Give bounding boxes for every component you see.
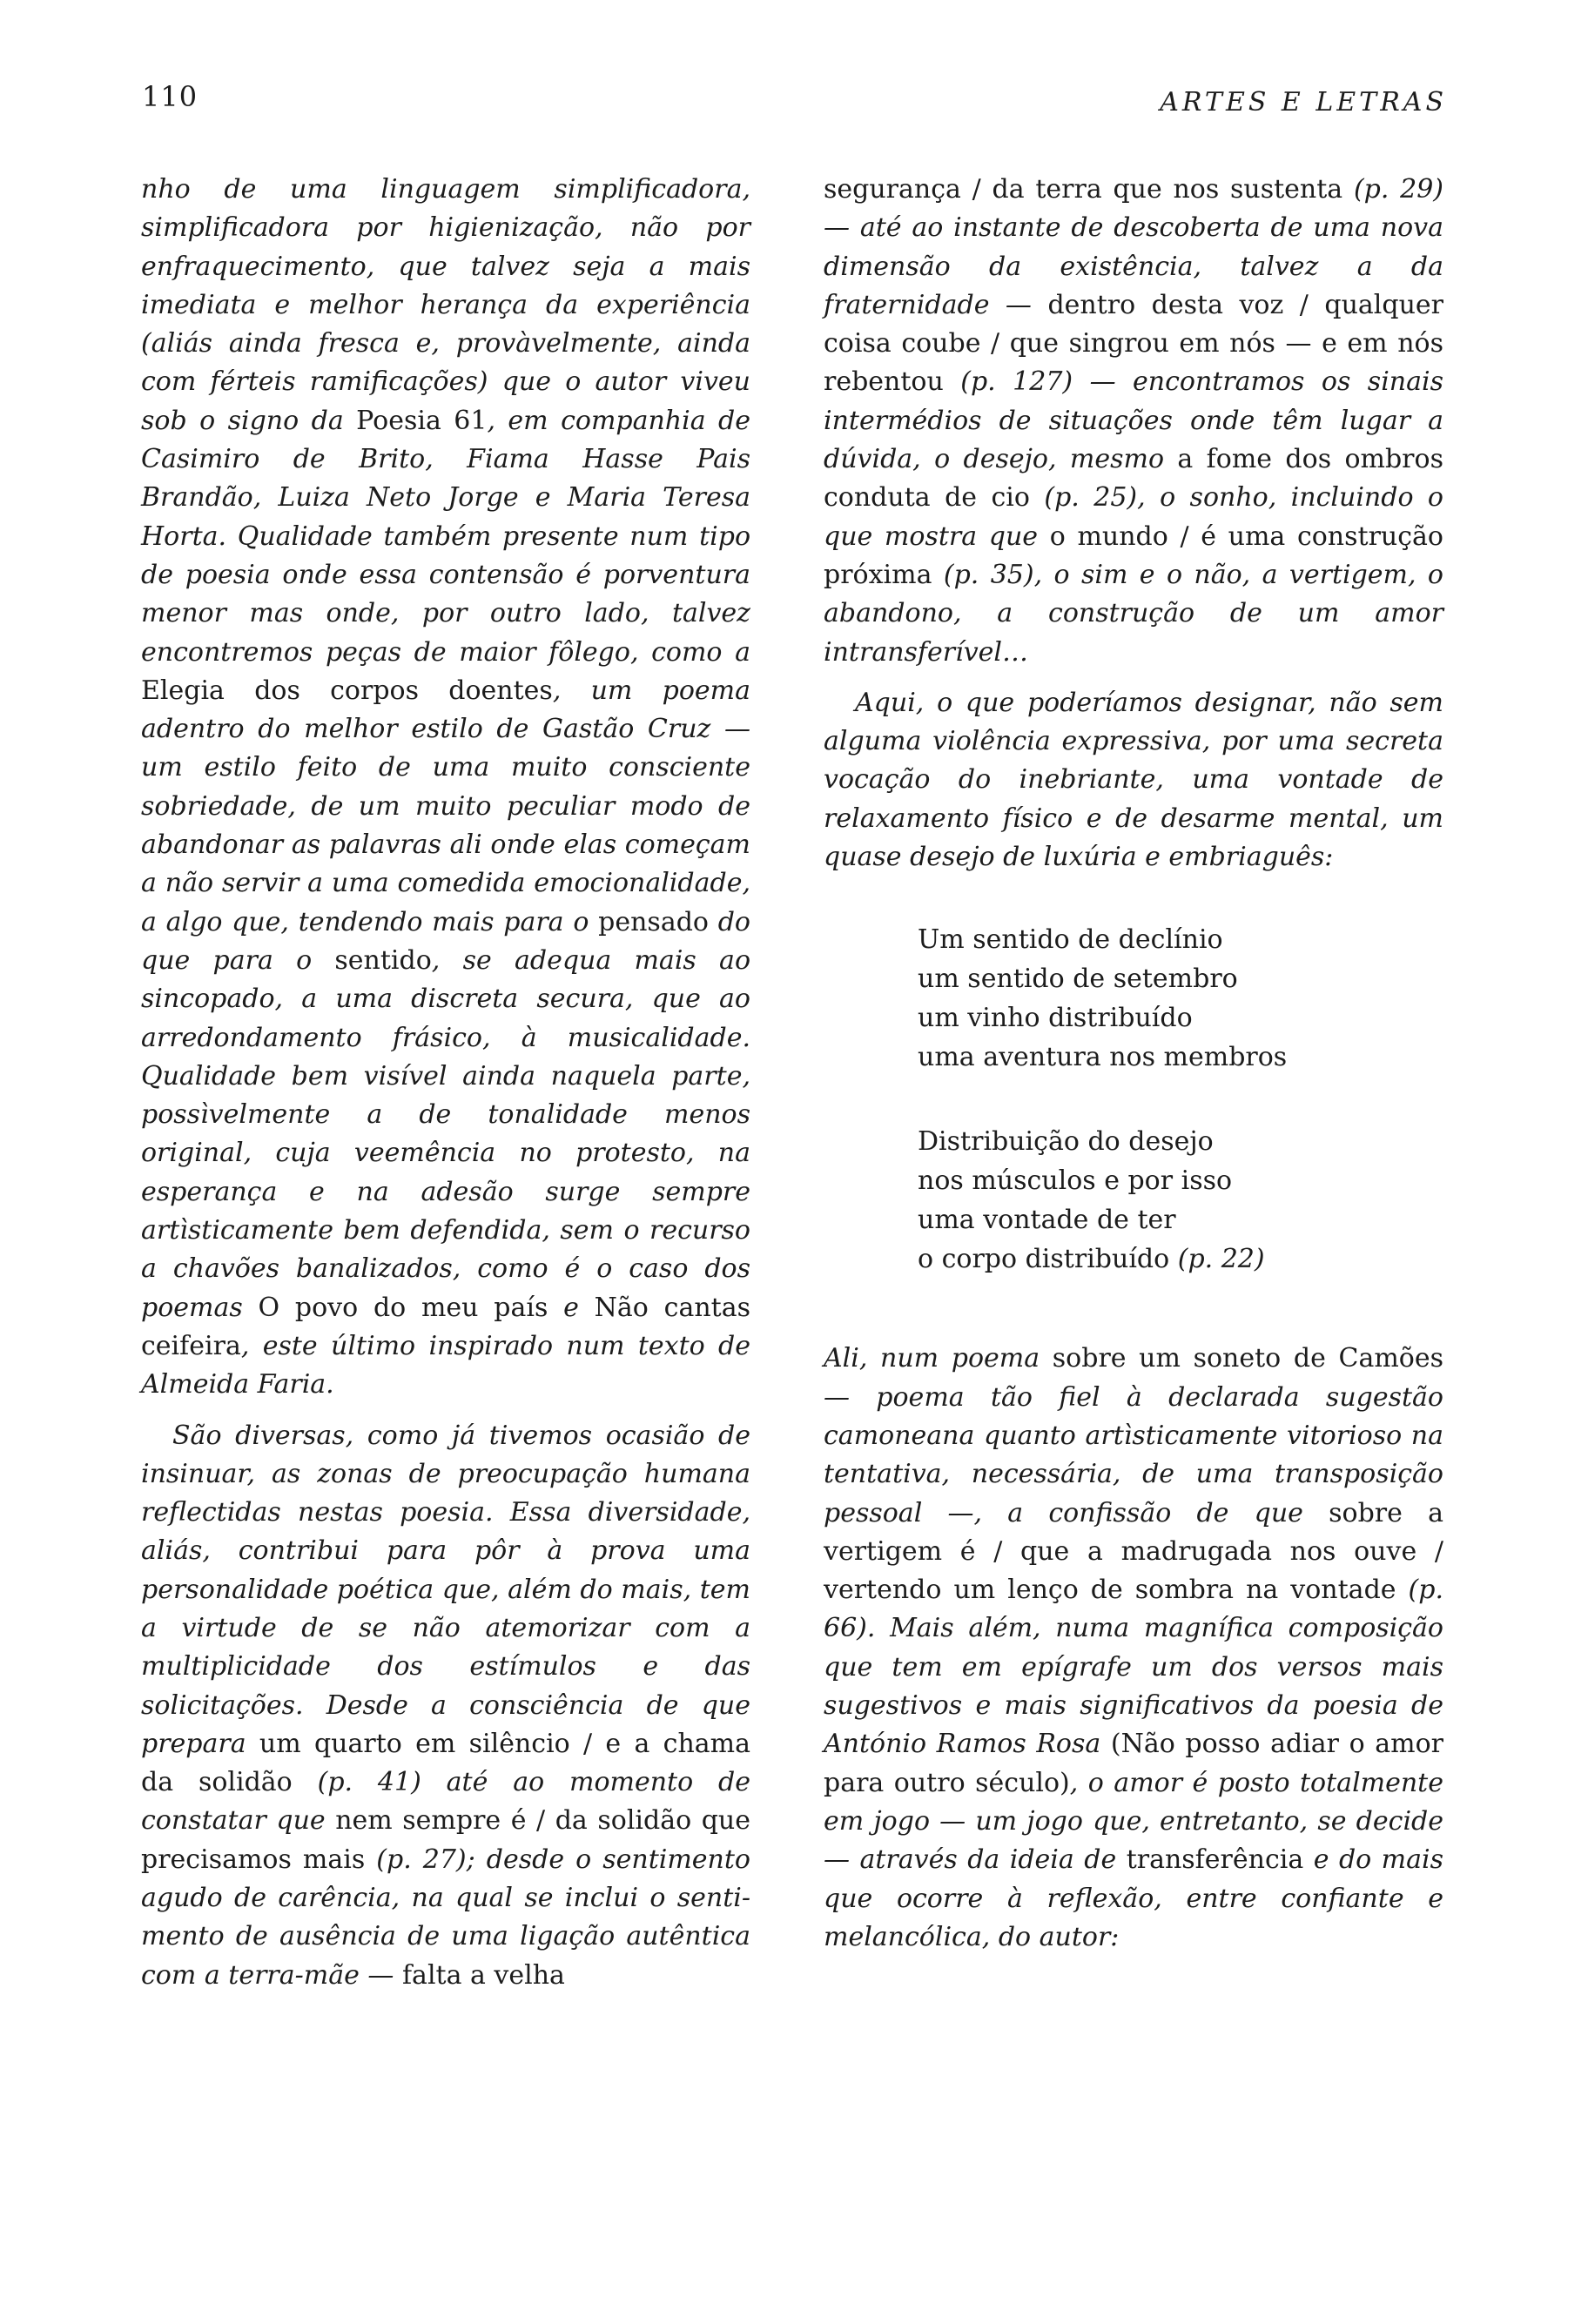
poem-line-text: o corpo distribuído xyxy=(918,1244,1170,1275)
roman-text-segment: nem sempre é / da solidão que precisamos mais xyxy=(141,1805,750,1875)
roman-text-segment: dentro desta voz / qualquer coisa coube / que singrou em nós — e em nós rebentou xyxy=(824,289,1443,398)
italic-text-segment: — poema tão fiel à declarada sugestão camoneana quanto artìsticamente vitorioso na tentativa, necessária, de uma transposição pessoal —, a confissão de que xyxy=(824,1381,1443,1528)
running-title: ARTES E LETRAS xyxy=(1160,87,1447,118)
italic-text-segment: nho de uma linguagem simplificadora, simplificadora por higienização, não por enfraquecimento, que talvez seja a mais imediata e melhor herança da experiência (aliás ainda fresca e, provàvelmente, ainda com férteis ramificações) que o autor viveu sob o signo da xyxy=(141,174,750,436)
roman-text-segment: sobre a vertigem é / que a madrugada nos ouve / vertendo um lenço de sombra na vontade xyxy=(824,1497,1443,1606)
roman-text-segment: O povo do meu país xyxy=(258,1292,548,1323)
poem-line: um sentido de setembro xyxy=(918,964,1238,995)
italic-text-segment: (p. 66). Mais além, numa magnífica composição que tem em epígrafe um dos versos mais sugestivos e mais significativos da poesia de António Ramos Rosa xyxy=(824,1575,1443,1760)
paragraph xyxy=(824,684,1443,877)
italic-text-segment: do que para o xyxy=(141,906,750,976)
right-column xyxy=(824,171,1443,1957)
roman-text-segment: a fome dos ombros conduta de cio xyxy=(824,444,1443,514)
roman-text-segment: Poesia 61 xyxy=(356,405,488,436)
italic-text-segment: , em companhia de Casimiro de Brito, Fiama Hasse Pais Brandão, Luiza Neto Jorge e Maria Teresa Horta. Qualidade também presente num tipo de poesia onde essa contensão é porventura menor mas onde, por outro lado, talvez encontremos peças de maior fôlego, como a xyxy=(141,405,750,668)
italic-text-segment: prepara xyxy=(141,1728,246,1759)
italic-text-segment: (p. 127) — encontramos os sinais intermédios de situações onde têm lugar a dúvida, o desejo, mesmo xyxy=(824,366,1443,475)
roman-text-segment: transferência xyxy=(1126,1844,1304,1876)
poem-stanza xyxy=(918,1122,1443,1279)
poem-stanza xyxy=(918,920,1443,1077)
poem-line: nos músculos e por isso xyxy=(918,1165,1233,1197)
roman-text-segment: o mundo / é uma construção próxima xyxy=(824,521,1443,590)
italic-text-segment: São diversas, como já tivemos ocasião de insinuar, as zonas de preocupação humana reflectidas nestas poesia. Essa diversidade, aliás, contribui para pôr à prova uma personalidade poética que, além do mais, tem a virtude de se não atemorizar com a multiplicidade dos estímulos e das solicitações. Desde a consciência de que xyxy=(141,1420,750,1721)
italic-text-segment: (p. 29) — até ao instante de descoberta de uma nova dimensão da existência, talvez a da fraternidade — xyxy=(824,174,1444,320)
italic-text-segment: (p. 27); desde o sentimento agudo de carência, na qual se inclui o sentimento de ausência de uma ligação autêntica com a terra-mãe — xyxy=(141,1844,750,1991)
italic-text-segment: e do mais que ocorre à reflexão, entre confiante e melancólica, do autor: xyxy=(824,1844,1443,1952)
poem-line xyxy=(918,1239,1443,1279)
roman-text-segment: um quarto em silêncio / e a chama da solidão xyxy=(141,1728,750,1798)
roman-text-segment: pensado xyxy=(598,906,709,937)
left-column xyxy=(141,171,750,1995)
roman-text-segment: Elegia dos corpos doentes xyxy=(141,675,553,706)
roman-text-segment: sobre um soneto de Camões xyxy=(1052,1343,1443,1374)
italic-text-segment: Ali, num poema xyxy=(824,1343,1053,1374)
paragraph xyxy=(141,1417,750,1995)
paragraph xyxy=(824,171,1443,672)
italic-text-segment: , o amor é posto totalmente em jogo — um jogo que, entretanto, se decide — através da ideia de xyxy=(824,1767,1443,1876)
poem-line: Distribuição do desejo xyxy=(918,1126,1214,1158)
italic-text-segment: , um poema adentro do melhor estilo de Gastão Cruz — um estilo feito de uma muito consciente sobriedade, de um muito peculiar modo de abandonar as palavras ali onde elas começam a não servir a uma comedida emocionalidade, a algo que, tendendo mais para o xyxy=(141,675,750,937)
poem-line: Um sentido de declínio xyxy=(918,924,1223,956)
poem-line: uma vontade de ter xyxy=(918,1205,1176,1236)
poem-citation: (p. 22) xyxy=(1177,1244,1265,1275)
italic-text-segment: , se adequa mais ao sincopado, a uma discreta secura, que ao arredondamento frásico, à musicalidade. Qualidade bem visível ainda naquela parte, possìvelmente a de tonalidade menos original, cuja veemência no protesto, na esperança e na adesão surge sempre artìsticamente bem defendida, sem o recurso a chavões banalizados, como é o caso dos poemas xyxy=(141,944,751,1323)
poem-quote xyxy=(918,920,1443,1279)
poem-line: uma aventura nos membros xyxy=(918,1042,1288,1073)
roman-text-segment: segurança / da terra que nos sustenta xyxy=(824,174,1354,205)
italic-text-segment: , este último inspirado num texto de Almeida Faria. xyxy=(141,1330,750,1400)
paragraph xyxy=(824,1340,1443,1957)
roman-text-segment: sentido xyxy=(334,944,432,976)
italic-text-segment: e xyxy=(548,1292,595,1323)
italic-text-segment: (p. 35), o sim e o não, a vertigem, o abandono, a construção de um amor intransferível… xyxy=(824,559,1443,668)
roman-text-segment: (Não posso adiar o amor para outro século) xyxy=(824,1729,1443,1798)
poem-line: um vinho distribuído xyxy=(918,1003,1193,1034)
roman-text-segment: falta a velha xyxy=(401,1959,565,1991)
italic-text-segment: (p. 41) até ao momento de constatar que xyxy=(141,1767,750,1837)
paragraph xyxy=(141,171,750,1405)
roman-text-segment: Não cantas ceifeira xyxy=(141,1292,750,1361)
page-number: 110 xyxy=(142,80,198,113)
italic-text-segment: (p. 25), o sonho, incluindo o que mostra que xyxy=(824,482,1443,552)
italic-text-segment: Aqui, o que poderíamos designar, não sem alguma violência expressiva, por uma secreta vocação do inebriante, uma vontade de relaxamento físico e de desarme mental, um quase desejo de luxúria e embriaguês: xyxy=(824,687,1443,873)
